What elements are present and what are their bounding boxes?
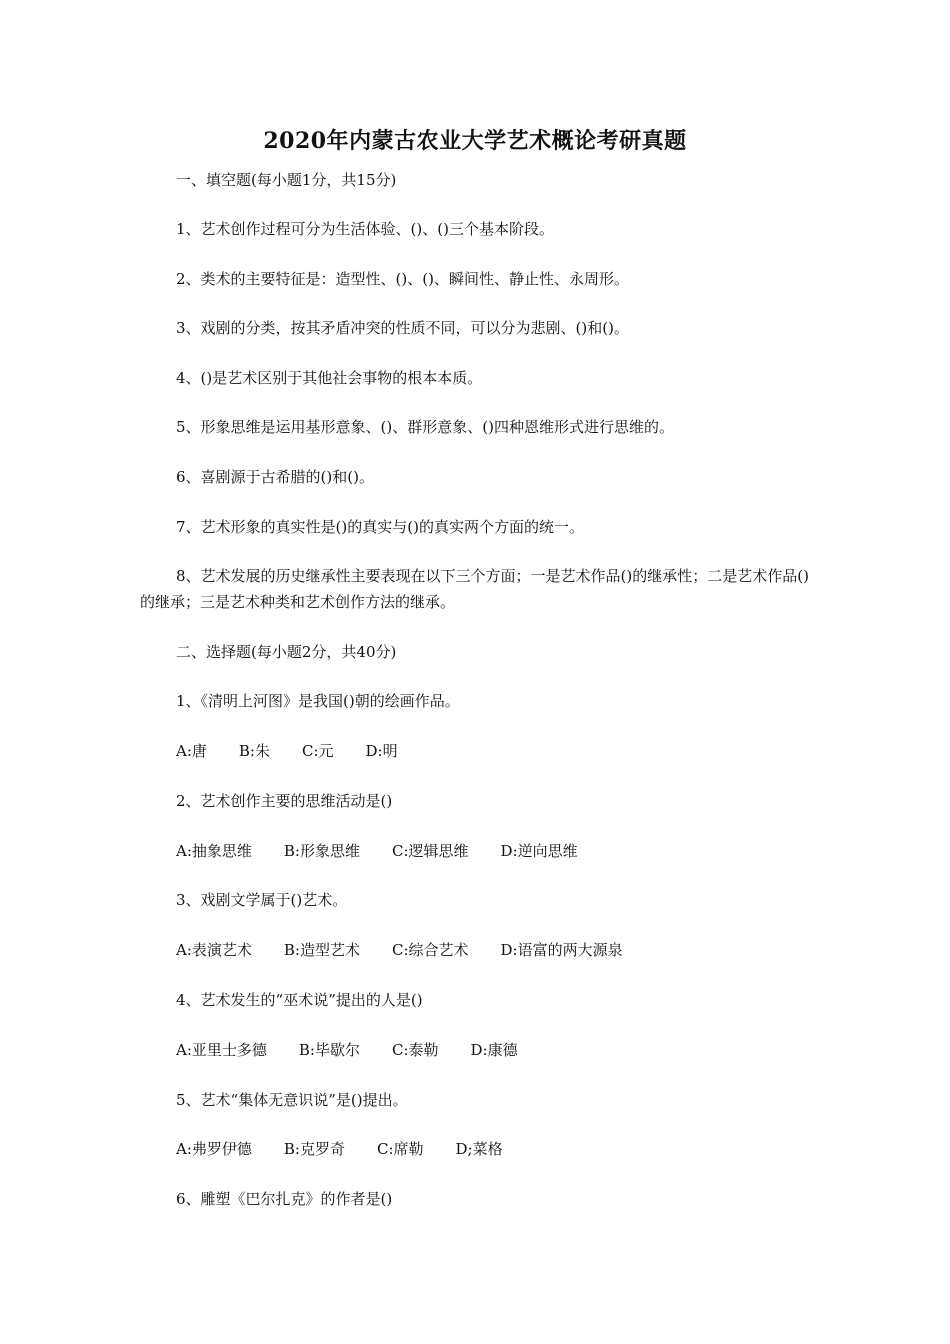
option-b: B:毕歇尔 bbox=[298, 1041, 360, 1059]
fill-question-6: 6、喜剧源于古希腊的()和()。 bbox=[176, 468, 374, 486]
option-d: D:语富的两大源泉 bbox=[500, 941, 623, 959]
fill-question-5: 5、形象思维是运用基形意象、()、群形意象、()四种恩维形式进行思维的。 bbox=[176, 418, 674, 436]
option-d: D:康德 bbox=[470, 1041, 518, 1059]
choice-question-6: 6、雕塑《巴尔扎克》的作者是() bbox=[176, 1190, 393, 1208]
option-b: B:造型艺术 bbox=[283, 941, 360, 959]
option-b: B:克罗奇 bbox=[283, 1140, 345, 1158]
option-c: C:元 bbox=[301, 742, 334, 760]
choice-options-5 bbox=[176, 1139, 535, 1159]
choice-options-1 bbox=[176, 741, 430, 761]
option-a: A:唐 bbox=[176, 742, 207, 760]
option-d: D:逆向思维 bbox=[500, 842, 578, 860]
fill-question-7: 7、艺术形象的真实性是()的真实与()的真实两个方面的统一。 bbox=[176, 518, 584, 536]
fill-question-1: 1、艺术创作过程可分为生活体验、()、()三个基本阶段。 bbox=[176, 220, 554, 238]
section-heading-choice: 二、选择题(每小题2分，共40分) bbox=[176, 643, 397, 661]
choice-question-2: 2、艺术创作主要的思维活动是() bbox=[176, 792, 393, 810]
option-b: B:形象思维 bbox=[283, 842, 360, 860]
page-title: 2020年内蒙古农业大学艺术概论考研真题 bbox=[263, 128, 687, 154]
fill-question-4: 4、()是艺术区别于其他社会事物的根本本质。 bbox=[176, 369, 483, 387]
choice-options-4 bbox=[176, 1040, 550, 1060]
option-d: D;菜格 bbox=[455, 1140, 503, 1158]
section-heading-fill-in: 一、填空题(每小题1分，共15分) bbox=[176, 171, 397, 189]
choice-options-2 bbox=[176, 841, 610, 861]
fill-question-2: 2、类术的主要特征是：造型性、()、()、瞬间性、静止性、永周形。 bbox=[176, 270, 629, 288]
choice-question-4: 4、艺术发生的“巫术说”提出的人是() bbox=[176, 991, 423, 1009]
option-c: C:泰勒 bbox=[391, 1041, 439, 1059]
option-c: C:席勒 bbox=[376, 1140, 424, 1158]
choice-question-1: 1、《清明上河图》是我国()朝的绘画作品。 bbox=[176, 692, 460, 710]
fill-question-3: 3、戏剧的分类，按其矛盾冲突的性质不同，可以分为悲剧、()和()。 bbox=[176, 319, 629, 337]
option-a: A:亚里士多德 bbox=[176, 1041, 267, 1059]
option-a: A:抽象思维 bbox=[176, 842, 252, 860]
option-a: A:弗罗伊德 bbox=[176, 1140, 252, 1158]
option-c: C:逻辑思维 bbox=[391, 842, 469, 860]
fill-question-8: 8、艺术发展的历史继承性主要表现在以下三个方面；一是艺术作品()的继承性；二是艺术作品()的继承；三是艺术种类和艺术创作方法的继承。 bbox=[140, 567, 809, 611]
option-b: B:朱 bbox=[238, 742, 270, 760]
option-a: A:表演艺术 bbox=[176, 941, 252, 959]
option-d: D:明 bbox=[365, 742, 398, 760]
option-c: C:综合艺术 bbox=[391, 941, 469, 959]
choice-options-3 bbox=[176, 940, 655, 960]
choice-question-3: 3、戏剧文学属于()艺术。 bbox=[176, 891, 348, 909]
choice-question-5: 5、艺术“集体无意识说”是()提出。 bbox=[176, 1091, 408, 1109]
